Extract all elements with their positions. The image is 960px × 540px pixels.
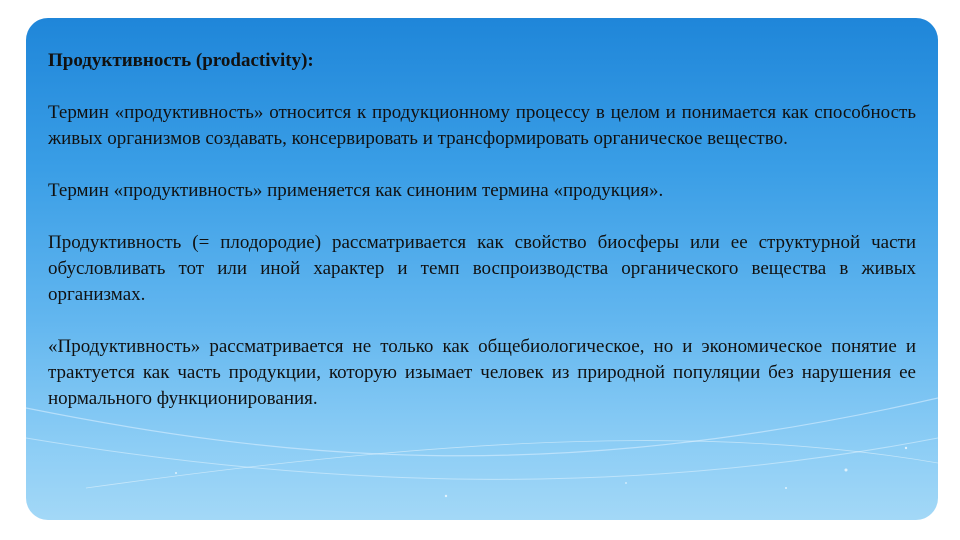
content-panel <box>26 18 938 520</box>
slide-heading: Продуктивность (prodactivity): <box>48 50 314 71</box>
paragraph-2: Термин «продуктивность» применяется как синоним термина «продукция». <box>48 180 664 201</box>
paragraph-1: Термин «продуктивность» относится к продукционному процессу в целом и понимается как способность живых организмов создавать, консервировать и трансформировать органическое вещество. <box>48 102 916 149</box>
paragraph-4: «Продуктивность» рассматривается не только как общебиологическое, но и экономическое понятие и трактуется как часть продукции, которую изымает человек из природной популяции без нарушения ее нормального функционирования. <box>48 336 916 409</box>
slide-text <box>48 48 916 412</box>
paragraph-3: Продуктивность (= плодородие) рассматривается как свойство биосферы или ее структурной части обусловливать тот или иной характер и темп воспроизводства органического вещества в живых организмах. <box>48 232 916 305</box>
